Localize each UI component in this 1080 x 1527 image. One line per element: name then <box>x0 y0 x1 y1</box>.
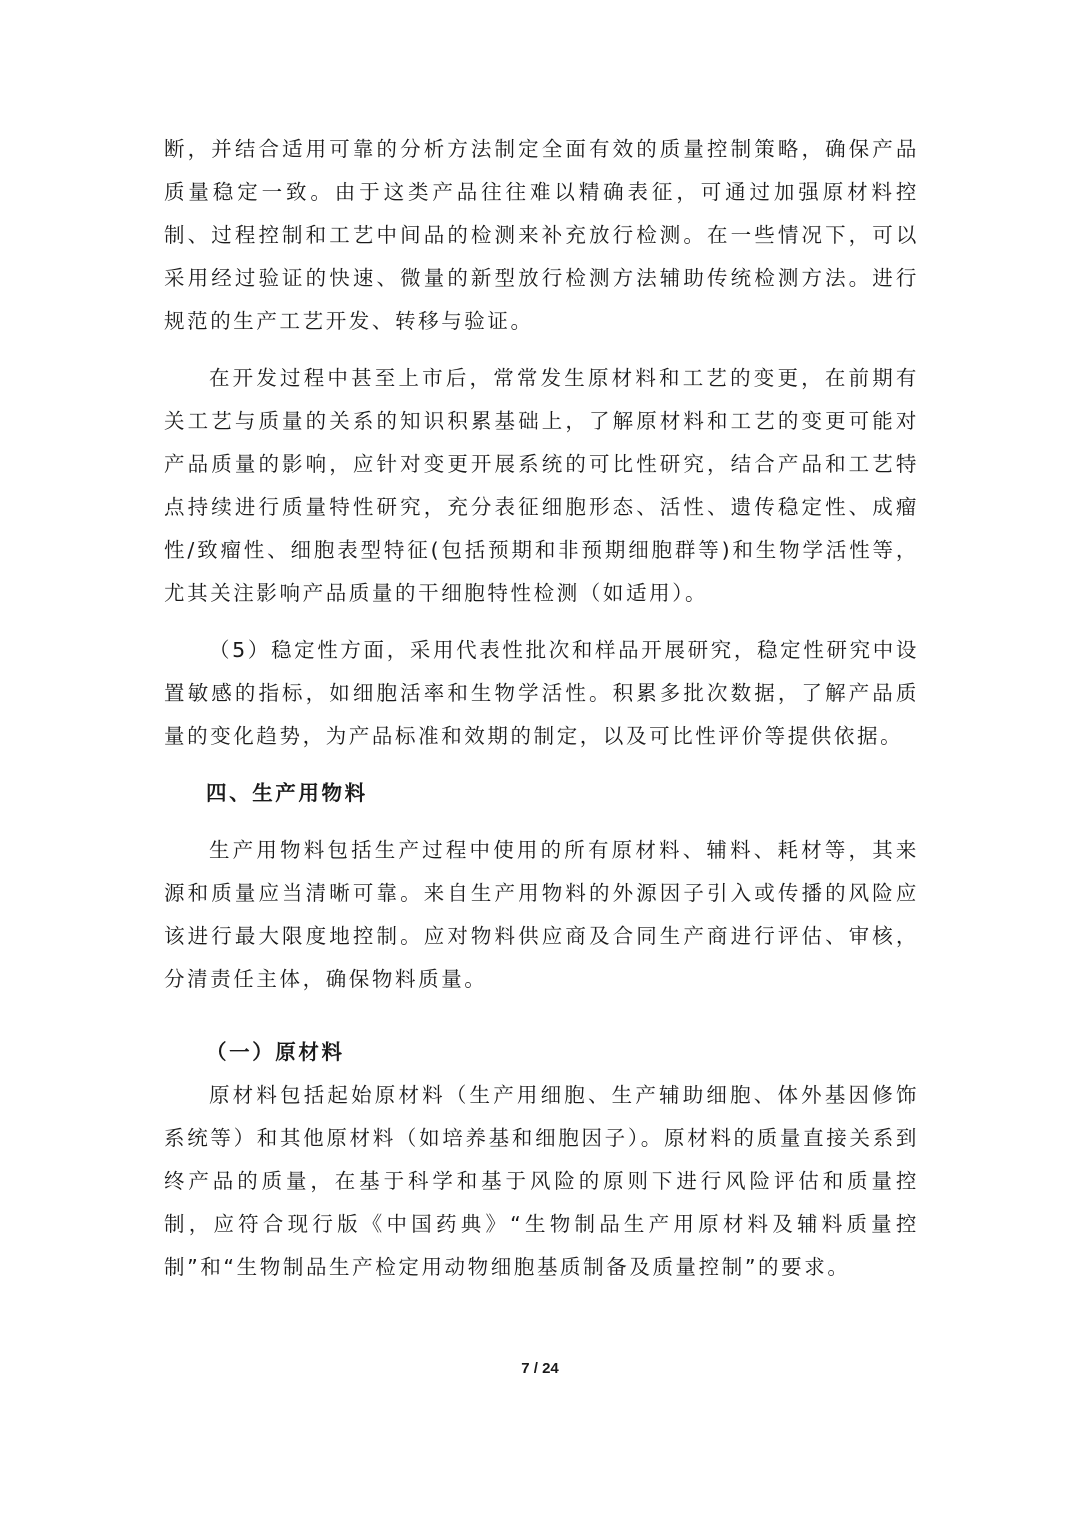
section-heading-production-materials: 四、生产用物料 <box>206 781 368 805</box>
paragraph-change-comparability: 在开发过程中甚至上市后，常常发生原材料和工艺的变更，在前期有关工艺与质量的关系的知识积累基础上，了解原材料和工艺的变更可能对产品质量的影响，应针对变更开展系统的可比性研究，结合产品和工艺特点持续进行质量特性研究，充分表征细胞形态、活性、遗传稳定性、成瘤性/致瘤性、细胞表型特征(包括预期和非预期细胞群等)和生物学活性等，尤其关注影响产品质量的干细胞特性检测（如适用）。 <box>164 366 919 605</box>
page-content <box>164 128 919 1289</box>
paragraph-production-materials: 生产用物料包括生产过程中使用的所有原材料、辅料、耗材等，其来源和质量应当清晰可靠。来自生产用物料的外源因子引入或传播的风险应该进行最大限度地控制。应对物料供应商及合同生产商进行评估、审核，分清责任主体，确保物料质量。 <box>164 838 919 991</box>
paragraph-raw-materials: 原材料包括起始原材料（生产用细胞、生产辅助细胞、体外基因修饰系统等）和其他原材料（如培养基和细胞因子）。原材料的质量直接关系到终产品的质量，在基于科学和基于风险的原则下进行风险评估和质量控制，应符合现行版《中国药典》“生物制品生产用原材料及辅料质量控制”和“生物制品生产检定用动物细胞基质制备及质量控制”的要求。 <box>164 1083 919 1279</box>
paragraph-stability: （5）稳定性方面，采用代表性批次和样品开展研究，稳定性研究中设置敏感的指标，如细胞活率和生物学活性。积累多批次数据，了解产品质量的变化趋势，为产品标准和效期的制定，以及可比性评价等提供依据。 <box>164 638 919 748</box>
subsection-heading-raw-materials: （一）原材料 <box>206 1040 345 1064</box>
paragraph-quality-control-strategy: 断，并结合适用可靠的分析方法制定全面有效的质量控制策略，确保产品质量稳定一致。由于这类产品往往难以精确表征，可通过加强原材料控制、过程控制和工艺中间品的检测来补充放行检测。在一些情况下，可以采用经过验证的快速、微量的新型放行检测方法辅助传统检测方法。进行规范的生产工艺开发、转移与验证。 <box>164 137 919 333</box>
page-number: 7 / 24 <box>521 1360 559 1377</box>
